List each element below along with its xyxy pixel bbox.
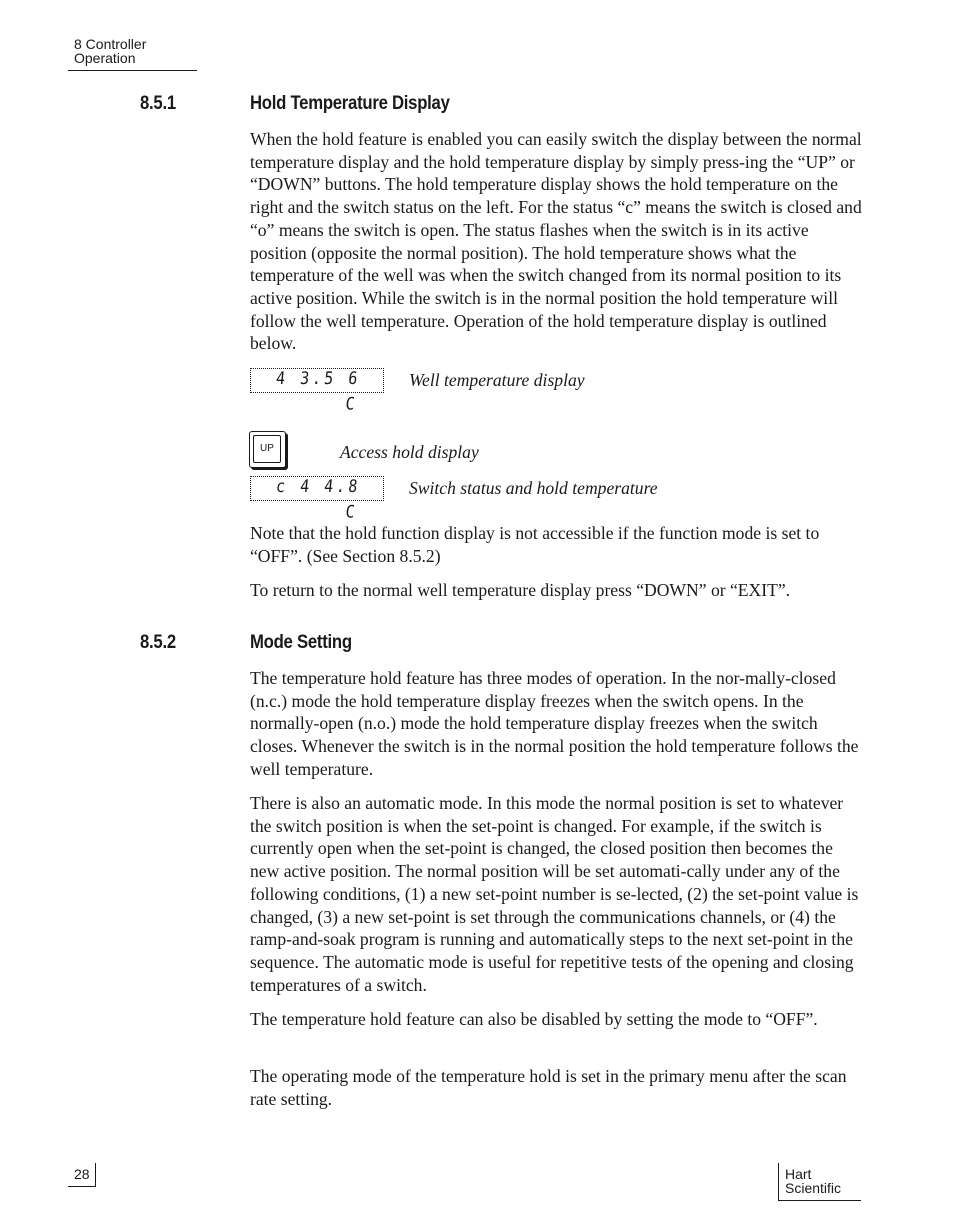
header-chapter-label: 8 Controller Operation (74, 36, 147, 66)
hold-temperature-lcd (250, 476, 384, 522)
page-number-text: 28 (74, 1166, 90, 1182)
mode-paragraph-2: There is also an automatic mode. In this mode the normal position is set to whatever the switch position is when the set-point is changed. For example, if the switch is currently open when the set-point is changed, the closed position then becomes the new active position. The normal position will be set automati-cally under any of the following conditions, (1) a new set-point number is se-lected, (2) the set-point value is changed, (3) a new set-point is set through the communications channels, or (4) the ramp-and-soak program is running and automatically steps to the next set-point in the sequence. The automatic mode is useful for repetitive tests of the opening and closing temperatures of a switch. (250, 793, 859, 995)
well-temperature-lcd (250, 368, 384, 414)
return-instruction: To return to the normal well temperature display press “DOWN” or “EXIT”. (250, 580, 791, 600)
mode-paragraph-4: The operating mode of the temperature hold is set in the primary menu after the scan rate setting. (250, 1066, 847, 1109)
page-number (68, 1163, 96, 1187)
hold-temperature-caption: Switch status and hold temperature (409, 478, 658, 498)
section-title: Hold Temperature Display (250, 93, 450, 114)
section-heading-8-5-1 (140, 93, 450, 115)
lcd-readout: 4 3.5 6 C (275, 368, 362, 414)
section-number: 8.5.2 (140, 632, 176, 653)
access-hold-caption: Access hold display (340, 442, 479, 462)
running-header (68, 37, 197, 71)
mode-paragraph-1: The temperature hold feature has three modes of operation. In the nor-mally-closed (n.c.) mode the hold temperature display freezes when the switch opens. In the normally-open (n.o.) mode the hold temperature display freezes when the switch closes. Whenever the switch is in the normal position the hold temperature follows the well temperature. (250, 668, 859, 779)
up-button[interactable] (249, 431, 286, 468)
brand-name: Hart Scientific (785, 1166, 842, 1196)
hold-display-description: When the hold feature is enabled you can easily switch the display between the normal temperature display and the hold temperature display by simply press-ing the “UP” or “DOWN” buttons. The hold temperature display shows the hold temperature on the right and the switch status on the left. For the status “c” means the switch is closed and “o” means the switch is open. The status flashes when the switch is in its active position (opposite the normal position). The hold temperature shows what the temperature of the well was when the switch changed from its normal position to its active position. While the switch is in the normal position the hold temperature will follow the well temperature. Operation of the hold temperature display is outlined below. (250, 129, 862, 354)
mode-paragraph-3: The temperature hold feature can also be disabled by setting the mode to “OFF”. (250, 1009, 818, 1029)
section-number: 8.5.1 (140, 93, 176, 114)
footer-brand (778, 1163, 861, 1201)
well-temperature-caption: Well temperature display (409, 370, 585, 390)
lcd-readout: c 4 4.8 C (275, 476, 362, 522)
section-title: Mode Setting (250, 632, 352, 653)
up-button-face: UP (253, 435, 281, 463)
hold-function-note: Note that the hold function display is not accessible if the function mode is set to “OFF”. (See Section 8.5.2) (250, 523, 820, 566)
section-heading-8-5-2 (140, 632, 352, 654)
